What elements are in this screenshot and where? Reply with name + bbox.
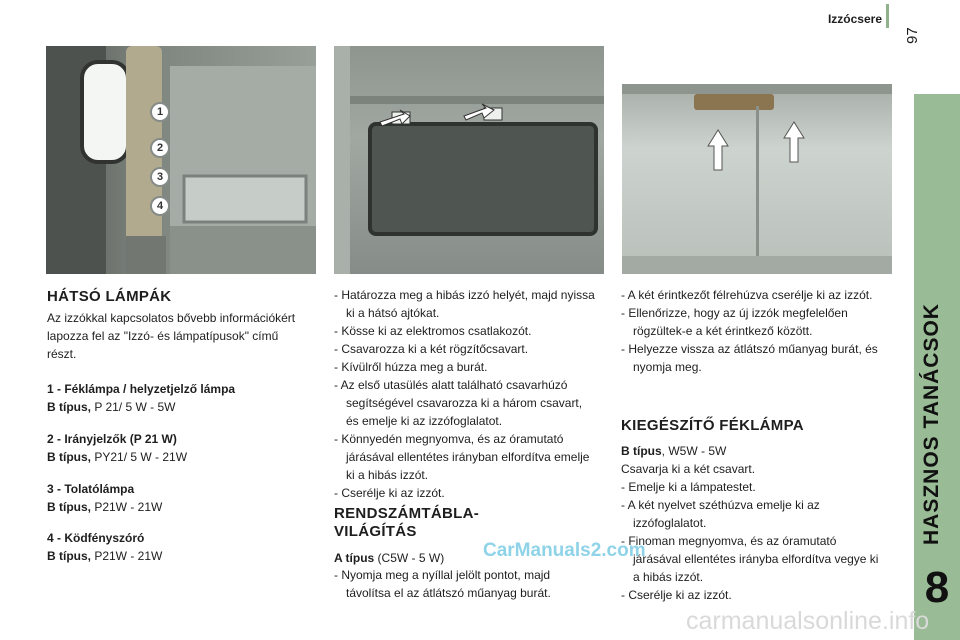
lamp-4 — [47, 529, 307, 565]
rear-lamp-steps-cont — [621, 286, 891, 376]
lamp-1-name: 1 - Féklámpa / helyzetjelző lámpa — [47, 382, 236, 396]
list-item: - Cserélje ki az izzót. — [334, 486, 445, 500]
plate-light-steps — [334, 566, 596, 602]
extra-brake-light-intro: Csavarja ki a két csavart. — [621, 462, 756, 476]
list-item: - Könnyedén megnyomva, és az óramutató járásával ellentétes irányban elfordítva emelje ki a hibás izzót. — [334, 432, 590, 482]
list-item: - Cserélje ki az izzót. — [621, 588, 732, 602]
lamp-3-name: 3 - Tolatólámpa — [47, 482, 135, 496]
list-item: - Finoman megnyomva, és az óramutató járásával ellentétes irányba elfordítva vegye ki a hibás izzót. — [621, 534, 879, 584]
watermark-carmanuals2: CarManuals2.com — [483, 540, 646, 561]
rear-lamps-title: HÁTSÓ LÁMPÁK — [47, 288, 172, 305]
extra-brake-light-title: KIEGÉSZÍTŐ FÉKLÁMPA — [621, 417, 804, 434]
rear-lamps-drawing — [46, 46, 316, 274]
list-item: - Emelje ki a lámpatestet. — [621, 480, 756, 494]
plate-light-type: A típus (C5W - 5 W) — [334, 551, 445, 565]
chapter-number: 8 — [924, 563, 950, 612]
list-item: - A két érintkezőt félrehúzva cserélje ki az izzót. — [621, 288, 873, 302]
lamp-1-type: B típus, P 21/ 5 W - 5W — [47, 400, 176, 414]
lamp-3 — [47, 480, 307, 516]
list-item: - A két nyelvet széthúzva emelje ki az izzófoglalatot. — [621, 498, 820, 530]
chapter-title: HASZNOS TANÁCSOK — [920, 303, 943, 545]
extra-brake-light-steps — [621, 478, 883, 604]
list-item: - Kösse ki az elektromos csatlakozót. — [334, 324, 532, 338]
extra-brake-light-photo — [622, 46, 892, 274]
page-number: 97 — [904, 27, 921, 44]
plate-light-drawing — [334, 46, 604, 274]
list-item: - Csavarozza ki a két rögzítőcsavart. — [334, 342, 529, 356]
lamp-3-type: B típus, P21W - 21W — [47, 500, 163, 514]
rear-lamps-intro: Az izzókkal kapcsolatos bővebb információkért lapozza fel az "Izzó- és lámpatípusok" című részt. — [47, 311, 296, 361]
list-item: - Kívülről húzza meg a burát. — [334, 360, 488, 374]
plate-light-photo — [334, 46, 604, 274]
section-title: Izzócsere — [827, 12, 882, 26]
callout-2: 2 — [150, 138, 170, 158]
plate-light-title: RENDSZÁMTÁBLA- VILÁGÍTÁS — [334, 505, 480, 540]
callout-1: 1 — [150, 102, 170, 122]
watermark-carmanualsonline: carmanualsonline.info — [686, 607, 930, 635]
brake-light-drawing — [622, 46, 892, 274]
callout-4: 4 — [150, 196, 170, 216]
list-item: - Helyezze vissza az átlátszó műanyag burát, és nyomja meg. — [621, 342, 878, 374]
lamp-2-type: B típus, PY21/ 5 W - 21W — [47, 450, 188, 464]
header-rule — [886, 4, 889, 28]
lamp-4-type: B típus, P21W - 21W — [47, 549, 163, 563]
list-item: - Ellenőrizze, hogy az új izzók megfelelően rögzültek-e a két érintkező között. — [621, 306, 848, 338]
lamp-1 — [47, 380, 307, 416]
list-item: - Nyomja meg a nyíllal jelölt pontot, majd távolítsa el az átlátszó műanyag burát. — [334, 568, 551, 600]
callout-3: 3 — [150, 167, 170, 187]
lamp-2 — [47, 430, 307, 466]
list-item: - Határozza meg a hibás izzó helyét, majd nyissa ki a hátsó ajtókat. — [334, 288, 595, 320]
rear-lamp-steps — [334, 286, 596, 502]
extra-brake-light-type: B típus, W5W - 5W — [621, 444, 727, 458]
list-item: - Az első utasülés alatt található csavarhúzó segítségével csavarozza ki a három csavart, és emelje ki az izzófoglalatot. — [334, 378, 583, 428]
rear-lamps-photo — [46, 46, 316, 274]
lamp-4-name: 4 - Ködfényszóró — [47, 531, 145, 545]
lamp-2-name: 2 - Irányjelzők (P 21 W) — [47, 432, 177, 446]
